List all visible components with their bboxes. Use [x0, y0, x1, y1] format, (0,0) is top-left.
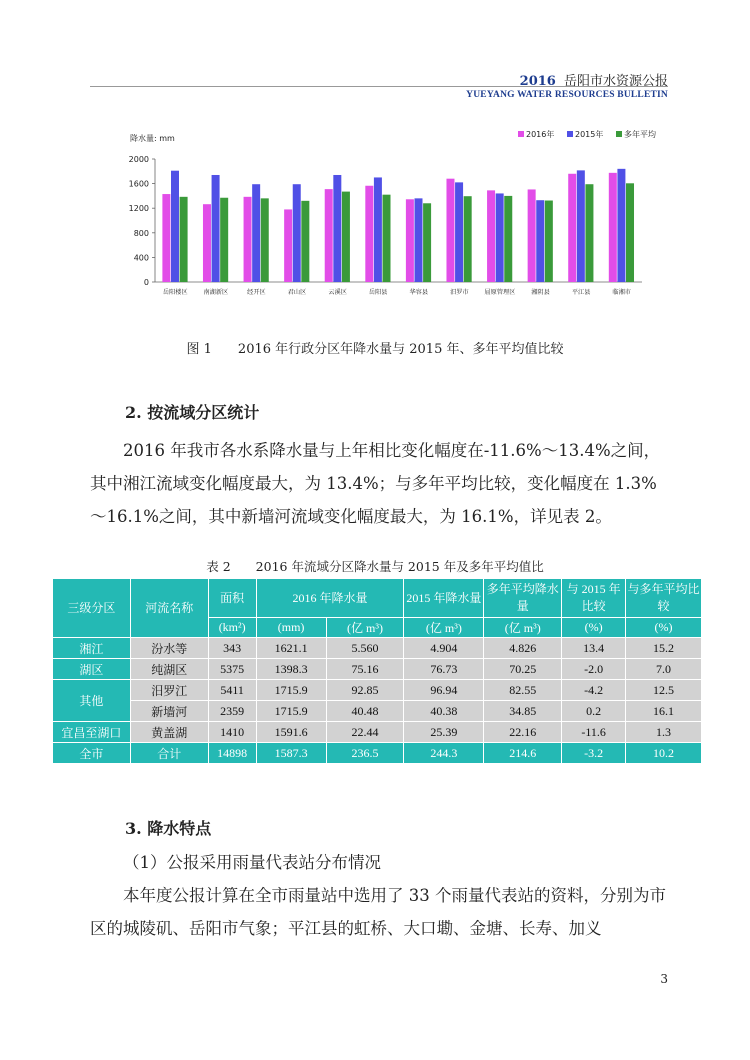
table-cell: 1410: [208, 722, 256, 743]
zone-cell: 宜昌至湖口: [53, 722, 131, 743]
bar: [342, 192, 350, 282]
bar: [536, 200, 544, 282]
zone-cell: 其他: [53, 680, 131, 722]
table-cell: 13.4: [562, 638, 626, 659]
table-cell: 92.85: [326, 680, 404, 701]
x-tick-label: 云溪区: [328, 289, 347, 296]
x-tick-label: 临湘市: [612, 289, 631, 296]
table-cell: 1398.3: [256, 659, 326, 680]
zone-cell: 湘江: [53, 638, 131, 659]
bar: [414, 198, 422, 282]
bar: [301, 201, 309, 282]
table-cell: 22.16: [484, 722, 562, 743]
table-cell: 汨罗江: [130, 680, 208, 701]
bar: [180, 197, 188, 282]
y-tick-label: 400: [133, 253, 149, 263]
y-axis-label: 降水量: mm: [130, 134, 175, 143]
header-rain-2016: 2016 年降水量: [256, 579, 404, 618]
bar: [496, 193, 504, 282]
table-cell: 2359: [208, 701, 256, 722]
zone-cell: 全市: [53, 743, 131, 764]
table-cell: -4.2: [562, 680, 626, 701]
table-cell: 1715.9: [256, 701, 326, 722]
table-cell: 22.44: [326, 722, 404, 743]
table-row: [53, 680, 702, 701]
bar: [171, 171, 179, 282]
header-avg: 多年平均降水量: [484, 579, 562, 618]
table-cell: -3.2: [562, 743, 626, 764]
bar: [325, 189, 333, 282]
legend-swatch: [518, 131, 524, 137]
x-tick-label: 南湖新区: [203, 289, 229, 296]
table-cell: 34.85: [484, 701, 562, 722]
bar: [383, 195, 391, 282]
header-year: 2016: [519, 74, 556, 89]
x-tick-label: 华容县: [409, 289, 429, 296]
header-cmp-avg: 与多年平均比较: [626, 579, 702, 618]
bar: [252, 184, 260, 282]
bar: [203, 204, 211, 282]
x-tick-label: 岳阳楼区: [162, 289, 188, 296]
table-cell: 1591.6: [256, 722, 326, 743]
bar: [617, 169, 625, 282]
bar: [585, 184, 593, 282]
table-cell: 纯湖区: [130, 659, 208, 680]
rainfall-bar-chart: [120, 125, 656, 310]
table-cell: 40.38: [404, 701, 484, 722]
table-cell: 76.73: [404, 659, 484, 680]
zone-cell: 湖区: [53, 659, 131, 680]
x-tick-label: 屈原管理区: [484, 289, 516, 296]
bar: [455, 182, 463, 282]
section-2-paragraph: 2016 年我市各水系降水量与上年相比变化幅度在-11.6%～13.4%之间，其中湘江流域变化幅度最大，为 13.4%；与多年平均比较，变化幅度在 1.3%～16.1%之间，其中新墙河流域变化幅度最大，为 16.1%，详见表 2。: [90, 441, 661, 526]
table-row: [53, 659, 702, 680]
unit-volume-2016: (亿 m³): [326, 618, 404, 638]
y-tick-label: 800: [133, 228, 149, 238]
bar: [545, 201, 553, 282]
bar: [504, 196, 512, 282]
bar: [568, 174, 576, 282]
y-tick-label: 1600: [128, 179, 149, 189]
bar: [333, 175, 341, 282]
header-name: 岳阳市水资源公报: [563, 74, 668, 89]
header-area: 面积: [208, 579, 256, 618]
table-cell: 75.16: [326, 659, 404, 680]
table-cell: 343: [208, 638, 256, 659]
y-tick-label: 1200: [128, 204, 149, 214]
watershed-rainfall-table: [52, 578, 702, 764]
bar: [609, 173, 617, 282]
legend-label: 多年平均: [624, 130, 656, 139]
x-tick-label: 岳阳县: [368, 289, 388, 296]
y-tick-label: 2000: [128, 155, 149, 164]
section-2-heading: 2. 按流域分区统计: [125, 403, 260, 422]
header-cmp-2015: 与 2015 年比较: [562, 579, 626, 618]
legend-label: 2015年: [575, 130, 604, 139]
table-cell: 5375: [208, 659, 256, 680]
bar: [220, 198, 228, 282]
table-cell: 1.3: [626, 722, 702, 743]
table-cell: 10.2: [626, 743, 702, 764]
bar: [293, 184, 301, 282]
unit-mm: (mm): [256, 618, 326, 638]
section-3-paragraph: 本年度公报计算在全市雨量站中选用了 33 个雨量代表站的资料，分别为市区的城陵矶、岳阳市气象；平江县的虹桥、大口墈、金塘、长寿、加义: [90, 886, 666, 938]
section-3-heading: 3. 降水特点: [125, 819, 212, 838]
table-cell: 新墙河: [130, 701, 208, 722]
table-cell: 0.2: [562, 701, 626, 722]
table-cell: 1715.9: [256, 680, 326, 701]
figure-caption: 图 1 2016 年行政分区年降水量与 2015 年、多年平均值比较: [186, 342, 564, 357]
table-cell: -11.6: [562, 722, 626, 743]
table-cell: 合计: [130, 743, 208, 764]
bar: [244, 197, 252, 282]
bar: [528, 189, 536, 282]
bar: [374, 177, 382, 282]
y-tick-label: 0: [143, 278, 149, 287]
table-cell: 70.25: [484, 659, 562, 680]
x-tick-label: 经开区: [247, 289, 266, 296]
x-tick-label: 君山区: [287, 289, 307, 296]
unit-volume-2015: (亿 m³): [404, 618, 484, 638]
bar: [365, 186, 373, 282]
table-cell: 40.48: [326, 701, 404, 722]
table-cell: 7.0: [626, 659, 702, 680]
bar: [261, 198, 269, 282]
unit-pct-2015: (%): [562, 618, 626, 638]
table-cell: 黄盖湖: [130, 722, 208, 743]
table-caption: 表 2 2016 年流域分区降水量与 2015 年及多年平均值比: [206, 559, 544, 574]
table-row: [53, 722, 702, 743]
section-3-body: [90, 846, 670, 945]
table-total-row: [53, 743, 702, 764]
table-cell: 214.6: [484, 743, 562, 764]
bar: [487, 190, 495, 282]
table-cell: 14898: [208, 743, 256, 764]
bar: [446, 179, 454, 282]
bar: [626, 183, 634, 282]
table-cell: 汾水等: [130, 638, 208, 659]
section-2-body: [90, 434, 670, 533]
bar: [284, 209, 292, 282]
header-rule: [90, 86, 668, 87]
header-subtitle: YUEYANG WATER RESOURCES BULLETIN: [466, 90, 668, 100]
legend-swatch: [567, 131, 573, 137]
header-zone: 三级分区: [53, 579, 131, 638]
table-cell: 5411: [208, 680, 256, 701]
table-row: [53, 701, 702, 722]
table-cell: 1587.3: [256, 743, 326, 764]
table-cell: 82.55: [484, 680, 562, 701]
table-cell: 15.2: [626, 638, 702, 659]
x-tick-label: 平江县: [571, 289, 591, 296]
table-cell: 96.94: [404, 680, 484, 701]
x-tick-label: 汨罗市: [450, 289, 469, 296]
unit-volume-avg: (亿 m³): [484, 618, 562, 638]
table-cell: 244.3: [404, 743, 484, 764]
table-cell: 12.5: [626, 680, 702, 701]
legend-label: 2016年: [526, 130, 555, 139]
table-cell: 16.1: [626, 701, 702, 722]
table-cell: -2.0: [562, 659, 626, 680]
bar: [577, 170, 585, 282]
bar: [406, 199, 414, 282]
bar: [162, 194, 170, 282]
bar: [464, 196, 472, 282]
bar: [212, 175, 220, 282]
legend-swatch: [616, 131, 622, 137]
x-tick-label: 湘阴县: [531, 289, 550, 296]
bar: [423, 203, 431, 282]
table-cell: 1621.1: [256, 638, 326, 659]
table-cell: 4.904: [404, 638, 484, 659]
header-river: 河流名称: [130, 579, 208, 638]
page-number: 3: [660, 972, 668, 986]
header-rain-2015: 2015 年降水量: [404, 579, 484, 618]
table-cell: 4.826: [484, 638, 562, 659]
table-cell: 5.560: [326, 638, 404, 659]
table-header-row: [53, 579, 702, 618]
table-row: [53, 638, 702, 659]
table-cell: 236.5: [326, 743, 404, 764]
unit-area: (km²): [208, 618, 256, 638]
unit-pct-avg: (%): [626, 618, 702, 638]
table-cell: 25.39: [404, 722, 484, 743]
section-3-subheading: （1）公报采用雨量代表站分布情况: [123, 853, 381, 872]
